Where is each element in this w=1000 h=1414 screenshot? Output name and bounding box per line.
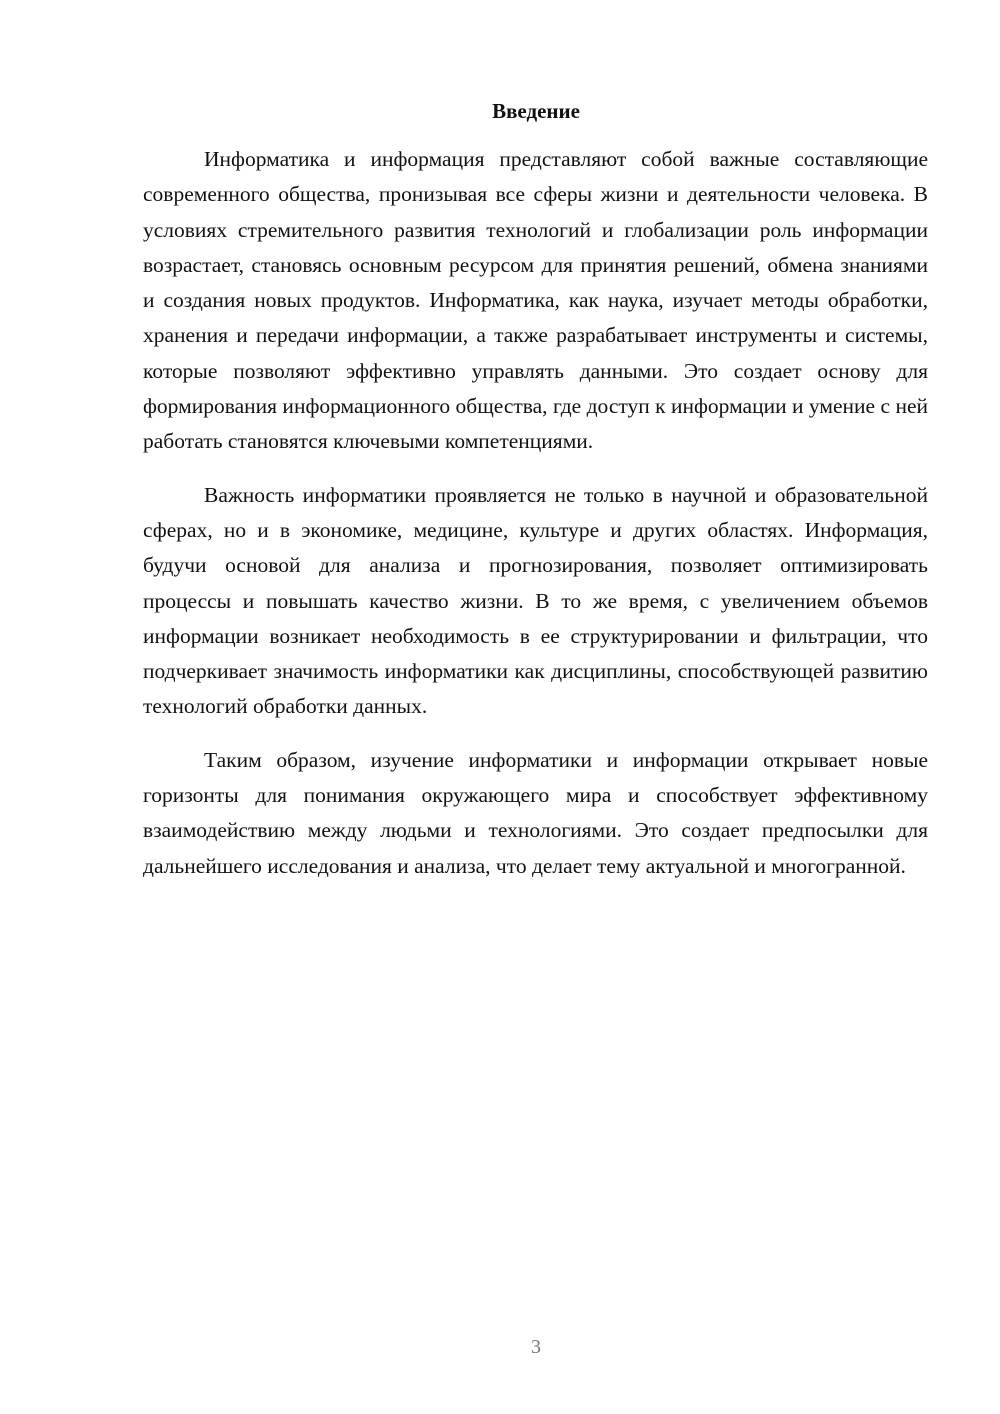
paragraph-2: Важность информатики проявляется не только в научной и образовательной сферах, но и в экономике, медицине, культуре и других областях. Информация, будучи основой для анализа и прогнозирования, позволяет оптимизировать процессы и повышать качество жизни. В то же время, с увеличением объемов информации возникает необходимость в ее структурировании и фильтрации, что подчеркивает значимость информатики как дисциплины, способствующей развитию технологий обработки данных.	[143, 482, 928, 719]
page-number: 3	[531, 1336, 541, 1358]
body-text	[143, 142, 928, 902]
paragraph-3: Таким образом, изучение информатики и информации открывает новые горизонты для понимания окружающего мира и способствует эффективному взаимодействию между людьми и технологиями. Это создает предпосылки для дальнейшего исследования и анализа, что делает тему актуальной и многогранной.	[143, 747, 928, 878]
paragraph-1: Информатика и информация представляют собой важные составляющие современного общества, пронизывая все сферы жизни и деятельности человека. В условиях стремительного развития технологий и глобализации роль информации возрастает, становясь основным ресурсом для принятия решений, обмена знаниями и создания новых продуктов. Информатика, как наука, изучает методы обработки, хранения и передачи информации, а также разрабатывает инструменты и системы, которые позволяют эффективно управлять данными. Это создает основу для формирования информационного общества, где доступ к информации и умение с ней работать становятся ключевыми компетенциями.	[143, 147, 928, 454]
section-title: Введение	[492, 99, 580, 123]
